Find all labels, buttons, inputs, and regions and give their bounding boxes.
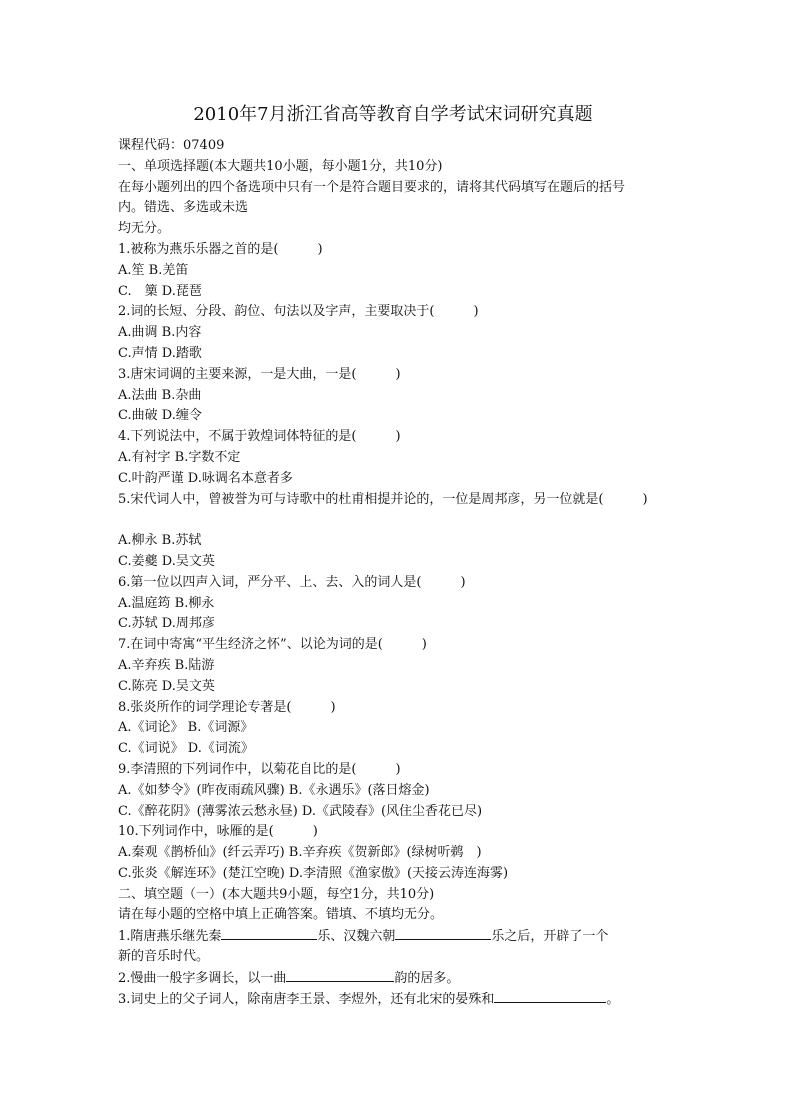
page-title: 2010年7月浙江省高等教育自学考试宋词研究真题 [193,104,593,125]
question-text: 2.慢曲一般字多调长，以一曲 [118,970,287,986]
answer-blank [221,926,317,940]
option-line: A.有衬字 B.字数不定 [118,449,241,465]
option-line: A.柳永 B.苏轼 [118,533,202,549]
question-text: 新的音乐时代。 [118,949,210,965]
question-9: 9.李清照的下列词作中，以菊花自比的是( ) [118,761,401,777]
question-10: 10.下列词作中，咏雁的是( ) [118,824,318,840]
question-1: 1.被称为燕乐乐器之首的是( ) [118,241,323,257]
exam-body [118,136,698,1009]
instruction-line: 请在每小题的空格中填上正确答案。错填、不填均无分。 [118,907,444,923]
option-line: C.陈亮 D.吴文英 [118,678,215,694]
fill-question-2 [118,968,698,989]
option-line: C.苏轼 D.周邦彦 [118,616,215,632]
fill-question-1 [118,926,698,947]
instruction-line: 内。错选、多选或未选 [118,200,249,216]
question-4: 4.下列说法中，不属于敦煌词体特征的是( ) [118,429,401,445]
question-text: 1.隋唐燕乐继先秦 [118,929,222,945]
option-line: C.姜夔 D.吴文英 [118,553,215,569]
question-text: 3.词史上的父子词人，除南唐李王景、李煜外，还有北宋的晏殊和 [118,991,495,1007]
question-text: 。 [606,991,620,1007]
option-line: A.法曲 B.杂曲 [118,387,202,403]
question-8: 8.张炎所作的词学理论专著是( ) [118,699,336,715]
option-line: A.秦观《鹊桥仙》(纤云弄巧) B.辛弃疾《贺新郎》(绿树听鹈 ) [118,845,482,861]
option-line: A.笙 B.羌笛 [118,262,189,278]
section-heading-1: 一、单项选择题(本大题共10小题，每小题1分，共10分) [118,158,443,174]
option-line: A.《如梦令》(昨夜雨疏风骤) B.《永遇乐》(落日熔金) [118,782,430,798]
section-heading-2: 二、填空题（一）(本大题共9小题，每空1分，共10分) [118,886,435,902]
question-text: 乐之后，开辟了一个 [491,929,609,945]
question-6: 6.第一位以四声入词，严分平、上、去、入的词人是( ) [118,574,466,590]
option-line: C.《醉花阴》(薄雾浓云愁永昼) D.《武陵春》(风住尘香花已尽) [118,803,483,819]
answer-blank [286,968,394,982]
question-5: 5.宋代词人中，曾被誉为可与诗歌中的杜甫相提并论的，一位是周邦彦，另一位就是( ) [118,491,648,507]
answer-blank [395,926,491,940]
question-2: 2.词的长短、分段、韵位、句法以及字声，主要取决于( ) [118,304,479,320]
option-line: C.叶韵严谨 D.咏调名本意者多 [118,470,293,486]
option-line: A.《词论》 B.《词源》 [118,720,254,736]
course-code: 课程代码：07409 [118,138,225,153]
question-3: 3.唐宋词调的主要来源，一是大曲，一是( ) [118,366,401,382]
option-line: C.曲破 D.缠令 [118,408,202,424]
blank-line [118,510,698,531]
answer-blank [494,989,606,1003]
option-line: C.张炎《解连环》(楚江空晚) D.李清照《渔家傲》(天接云涛连海雾) [118,865,509,881]
question-text: 韵的居多。 [394,970,460,986]
instruction-line: 在每小题列出的四个备选项中只有一个是符合题目要求的，请将其代码填写在题后的括号 [118,179,626,195]
option-line: A.曲调 B.内容 [118,325,202,341]
question-7: 7.在词中寄寓“平生经济之怀”、以论为词的是( ) [118,637,427,653]
option-line: C.《词说》 D.《词流》 [118,741,254,757]
instruction-line: 均无分。 [118,221,171,237]
option-line: C.声情 D.踏歌 [118,345,202,361]
option-line: C. 篥 D.琵琶 [118,283,202,299]
option-line: A.温庭筠 B.柳永 [118,595,215,611]
fill-question-3 [118,989,698,1010]
question-text: 乐、汉魏六朝 [317,929,396,945]
option-line: A.辛弃疾 B.陆游 [118,657,215,673]
